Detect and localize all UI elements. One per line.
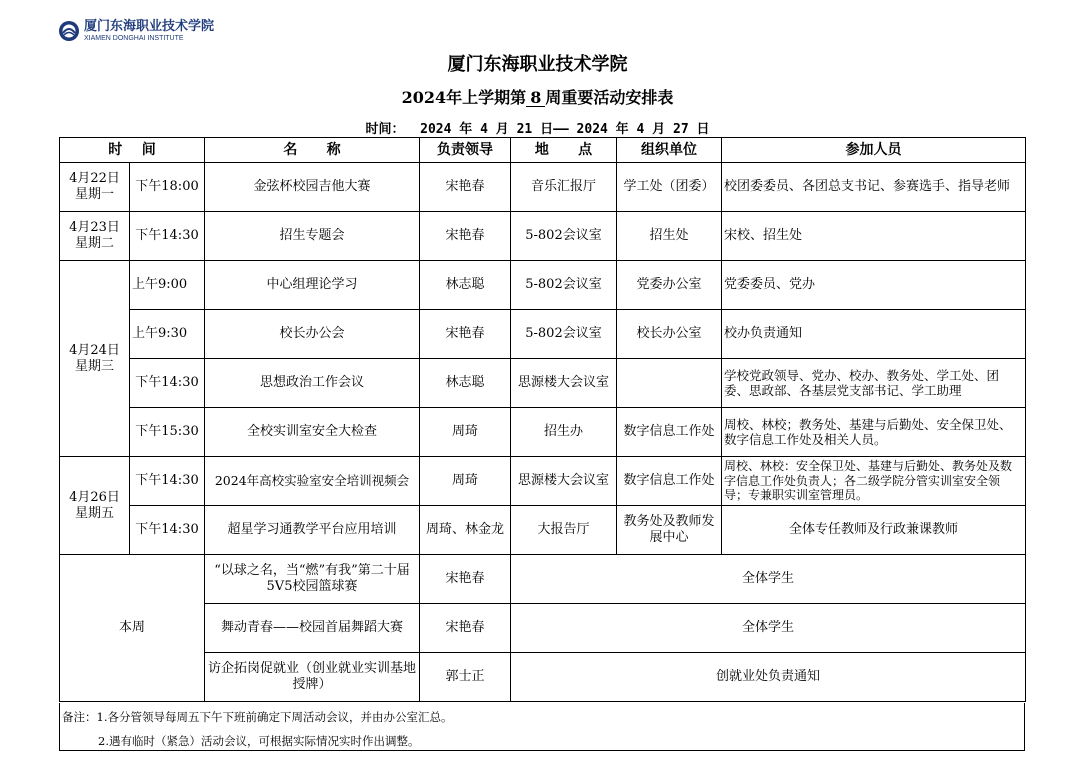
week-event-people: 全体学生 [511, 604, 1026, 653]
event-time: 上午9:30 [130, 310, 205, 359]
event-time: 下午14:30 [130, 506, 205, 555]
event-name: 招生专题会 [205, 212, 420, 261]
event-org: 数字信息工作处 [617, 457, 722, 506]
week-event-people: 创就业处负责通知 [511, 653, 1026, 702]
day-date: 4月23日 [69, 220, 120, 235]
event-place: 思源楼大会议室 [511, 457, 617, 506]
event-org: 教务处及教师发展中心 [617, 506, 722, 555]
event-leader: 宋艳春 [420, 310, 511, 359]
event-place: 5-802会议室 [511, 212, 617, 261]
note-2: 2.遇有临时（紧急）活动会议，可根据实际情况实时作出调整。 [98, 734, 420, 748]
col-header-org: 组织单位 [617, 138, 722, 163]
table-row [60, 457, 1026, 506]
day-cell [60, 457, 130, 555]
event-leader: 林志聪 [420, 261, 511, 310]
event-time: 下午14:30 [130, 212, 205, 261]
col-header-leader: 负责领导 [420, 138, 511, 163]
school-emblem-icon [58, 20, 80, 42]
day-weekday: 星期一 [74, 187, 114, 202]
event-place: 思源楼大会议室 [511, 359, 617, 408]
event-place: 5-802会议室 [511, 261, 617, 310]
event-org: 校长办公室 [617, 310, 722, 359]
event-org: 数字信息工作处 [617, 408, 722, 457]
logo-chinese-name: 厦门东海职业技术学院 [84, 19, 215, 34]
event-people: 学校党政领导、党办、校办、教务处、学工处、团委、思政部、各基层党支部书记、学工助理 [722, 359, 1026, 408]
week-event-name: 舞动青春——校园首届舞蹈大赛 [205, 604, 420, 653]
event-time: 下午15:30 [130, 408, 205, 457]
table-row [60, 555, 1026, 604]
event-name: 全校实训室安全大检查 [205, 408, 420, 457]
notes-box [59, 703, 1025, 751]
col-header-place: 地 点 [511, 138, 617, 163]
event-name: 思想政治工作会议 [205, 359, 420, 408]
event-org: 学工处（团委） [617, 163, 722, 212]
table-row [60, 310, 1026, 359]
event-leader: 周琦、林金龙 [420, 506, 511, 555]
week-event-name: 访企拓岗促就业（创业就业实训基地授牌） [205, 653, 420, 702]
event-people: 周校、林校：安全保卫处、基建与后勤处、教务处及数字信息工作处负责人；各二级学院分管实训室安全领导；专兼职实训室管理员。 [722, 457, 1026, 506]
event-time: 下午18:00 [130, 163, 205, 212]
event-people: 全体专任教师及行政兼课教师 [722, 506, 1026, 555]
event-place: 招生办 [511, 408, 617, 457]
event-people: 校办负责通知 [722, 310, 1026, 359]
table-row [60, 163, 1026, 212]
event-leader: 林志聪 [420, 359, 511, 408]
week-number: 8 [526, 90, 545, 107]
event-place: 5-802会议室 [511, 310, 617, 359]
day-cell [60, 212, 130, 261]
event-name: 超星学习通教学平台应用培训 [205, 506, 420, 555]
event-name: 2024年高校实验室安全培训视频会 [205, 457, 420, 506]
event-people: 宋校、招生处 [722, 212, 1026, 261]
week-event-name: “以球之名，当“燃”有我”第二十届5V5校园篮球赛 [205, 555, 420, 604]
table-header-row [60, 138, 1026, 163]
event-org: 招生处 [617, 212, 722, 261]
day-weekday: 星期三 [74, 358, 114, 374]
day-cell [60, 261, 130, 457]
date-range: 时间： 2024 年 4 月 21 日—— 2024 年 4 月 27 日 [365, 122, 710, 137]
event-leader: 宋艳春 [420, 163, 511, 212]
event-name: 中心组理论学习 [205, 261, 420, 310]
event-leader: 周琦 [420, 408, 511, 457]
table-row [60, 506, 1026, 555]
note-1: 备注：1.各分管领导每周五下午下班前确定下周活动会议，并由办公室汇总。 [62, 710, 453, 724]
table-row [60, 212, 1026, 261]
logo-english-name: XIAMEN DONGHAI INSTITUTE [84, 35, 184, 42]
event-name: 校长办公会 [205, 310, 420, 359]
week-event-people: 全体学生 [511, 555, 1026, 604]
event-org: 党委办公室 [617, 261, 722, 310]
week-event-leader: 宋艳春 [420, 555, 511, 604]
col-header-time: 时 间 [60, 138, 205, 163]
event-people: 校团委委员、各团总支书记、参赛选手、指导老师 [722, 163, 1026, 212]
day-weekday: 星期五 [74, 505, 114, 521]
title-prefix: 2024年上学期第 [401, 88, 527, 107]
schedule-table [59, 137, 1026, 702]
table-row [60, 408, 1026, 457]
table-row [60, 359, 1026, 408]
school-title: 厦门东海职业技术学院 [447, 54, 628, 75]
title-suffix: 周重要活动安排表 [545, 88, 674, 107]
event-leader: 周琦 [420, 457, 511, 506]
week-label: 本周 [60, 555, 205, 702]
event-org [617, 359, 722, 408]
table-row [60, 653, 1026, 702]
event-time: 上午9:00 [130, 261, 205, 310]
event-place: 大报告厅 [511, 506, 617, 555]
table-row [60, 261, 1026, 310]
day-date: 4月24日 [69, 342, 120, 358]
col-header-name: 名 称 [205, 138, 420, 163]
day-weekday: 星期二 [74, 236, 114, 251]
week-event-leader: 宋艳春 [420, 604, 511, 653]
schedule-title [0, 85, 1075, 108]
event-time: 下午14:30 [130, 457, 205, 506]
event-people: 周校、林校；教务处、基建与后勤处、安全保卫处、数字信息工作处及相关人员。 [722, 408, 1026, 457]
event-name: 金弦杯校园吉他大赛 [205, 163, 420, 212]
table-row [60, 604, 1026, 653]
school-logo [58, 16, 214, 46]
event-time: 下午14:30 [130, 359, 205, 408]
event-leader: 宋艳春 [420, 212, 511, 261]
day-cell [60, 163, 130, 212]
event-place: 音乐汇报厅 [511, 163, 617, 212]
day-date: 4月22日 [69, 171, 120, 186]
col-header-people: 参加人员 [722, 138, 1026, 163]
day-date: 4月26日 [69, 489, 120, 505]
event-people: 党委委员、党办 [722, 261, 1026, 310]
week-event-leader: 郭士正 [420, 653, 511, 702]
